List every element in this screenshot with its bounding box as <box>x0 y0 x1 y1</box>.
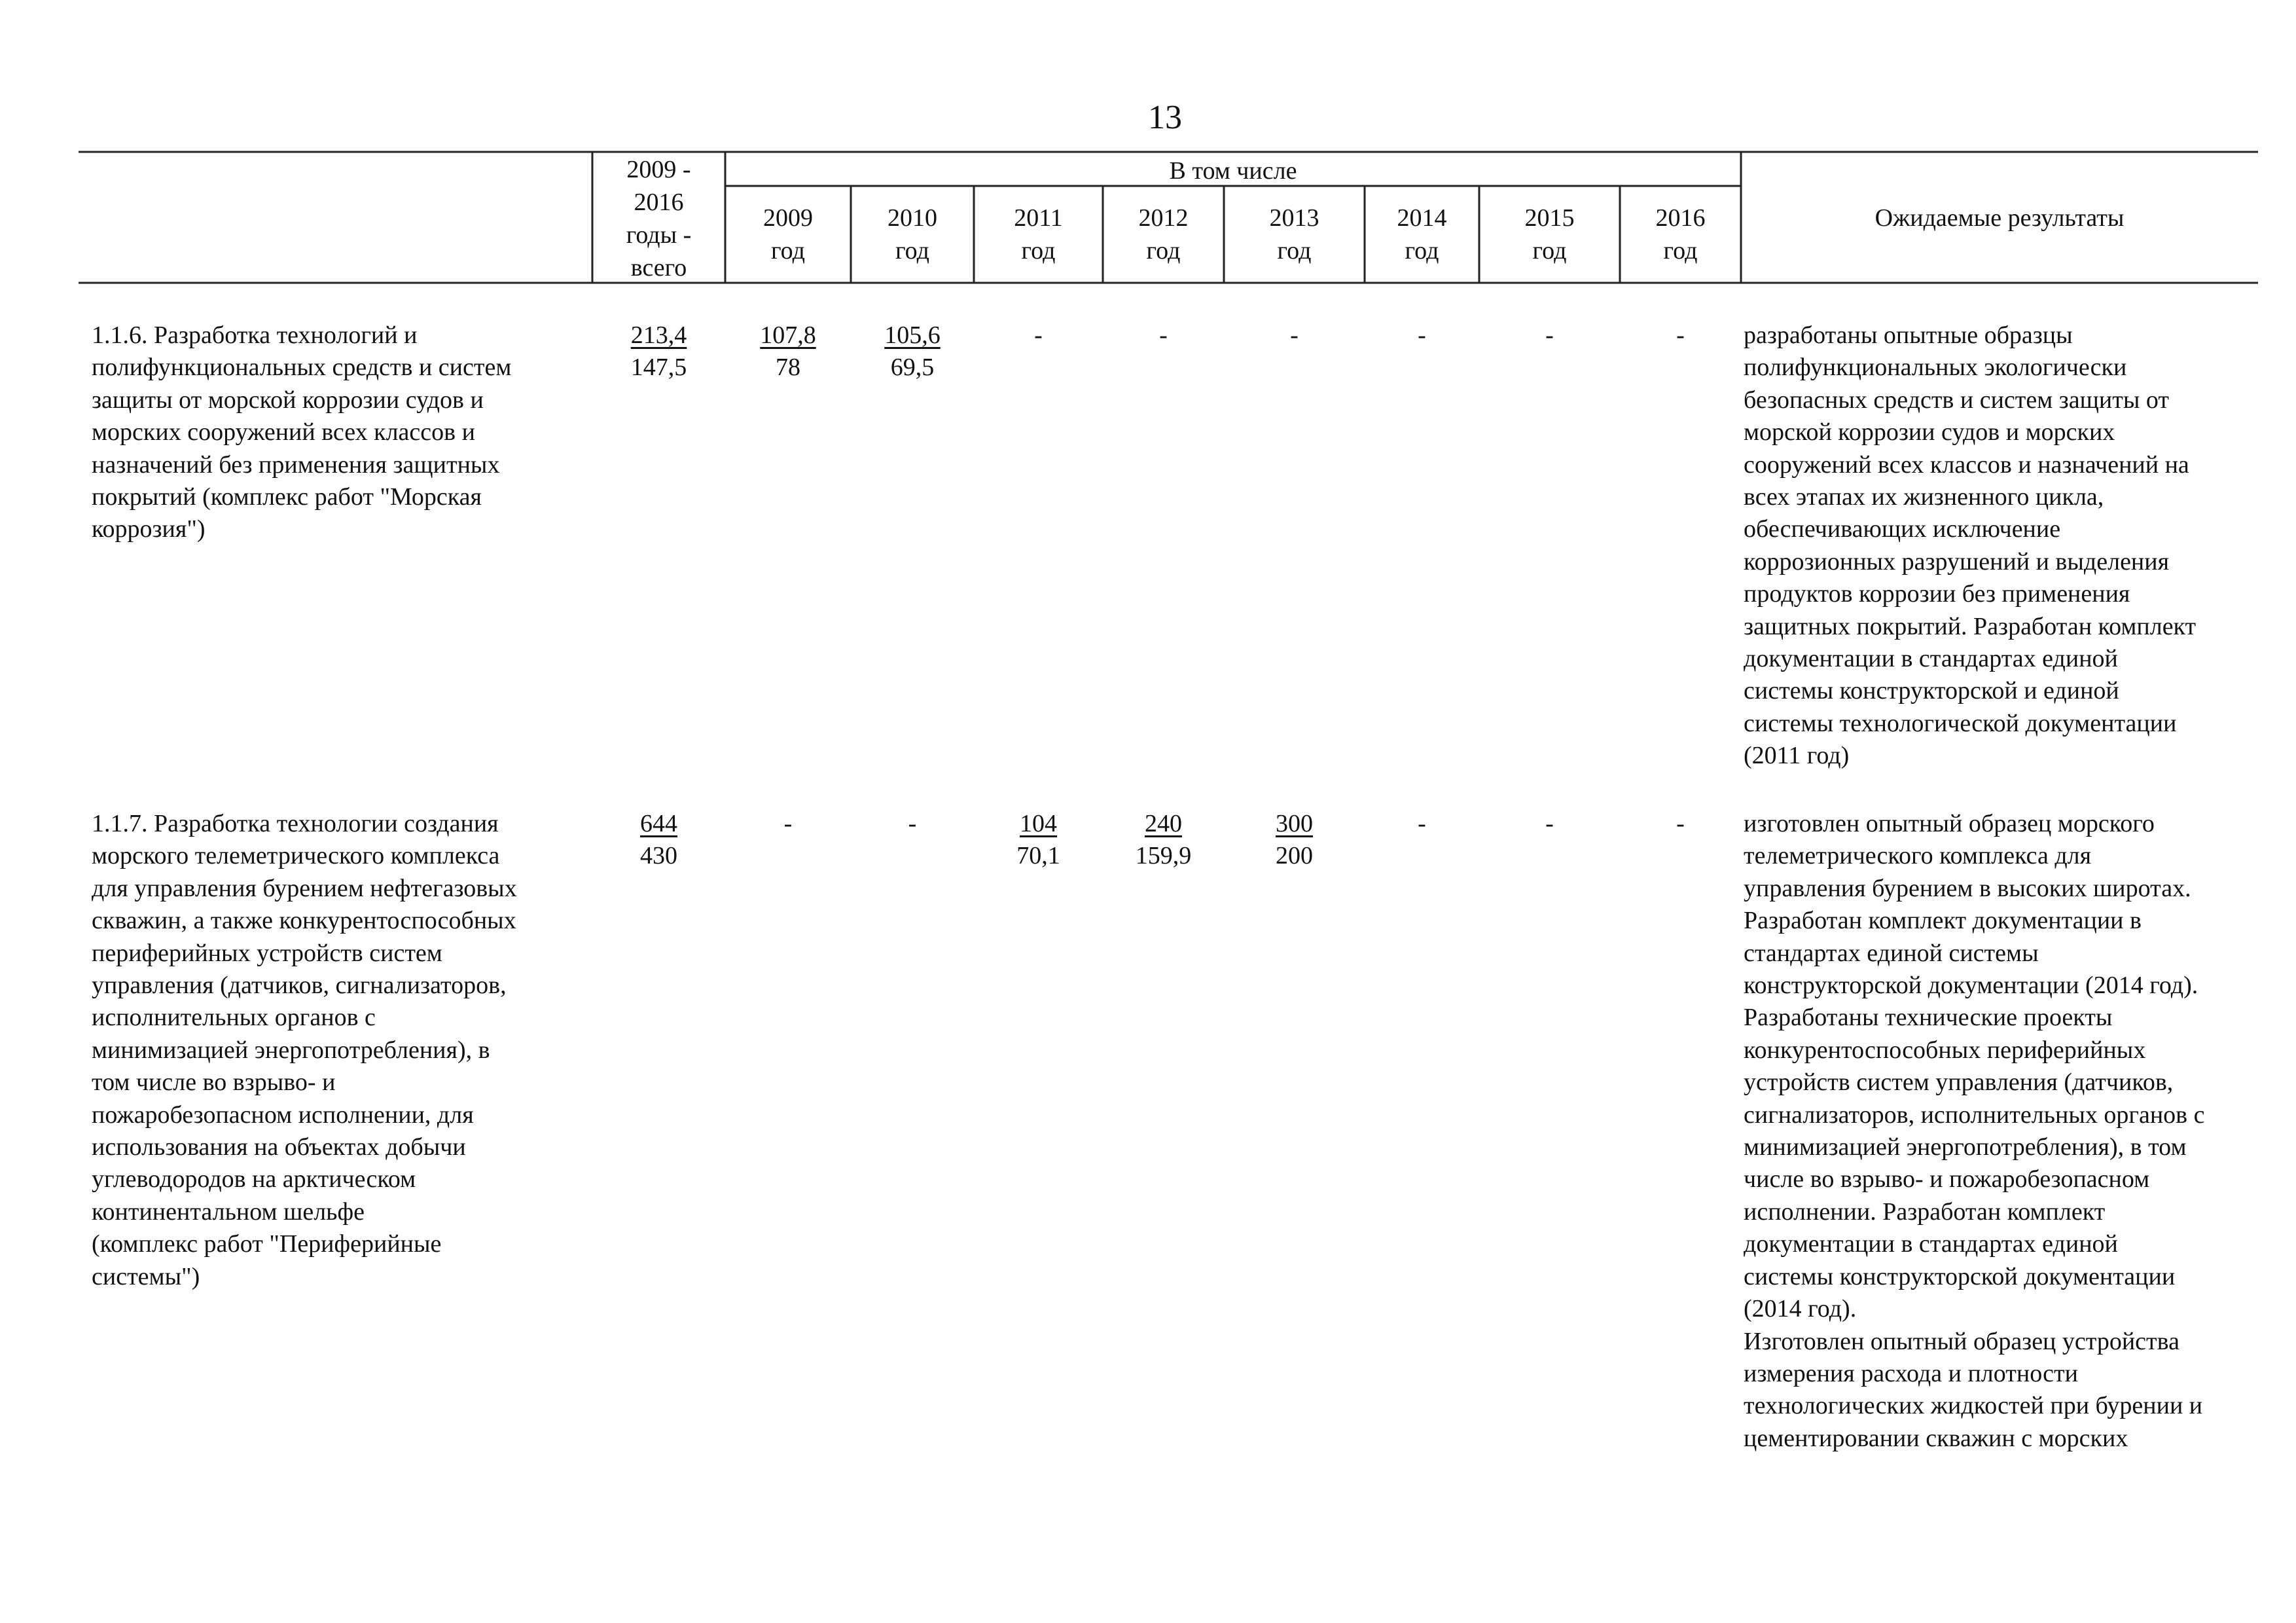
row-1-1-6-year-2009 <box>725 319 851 384</box>
value-budget: 430 <box>640 842 677 870</box>
header-year-2013: 2013 год <box>1269 204 1319 264</box>
value-dash: - <box>783 810 793 837</box>
value-budget: 159,9 <box>1135 842 1192 870</box>
row-1-1-6-result: разработаны опытные образцы полифункциональных экологически безопасных средств и систем защиты от морской коррозии судов и морских сооружений всех классов и назначений на всех этапах их жизненного цикла, обеспечивающих исключение коррозионных разрушений и выделения продуктов коррозии без применения защитных покрытий. Разработан комплект документации в стандартах единой системы конструкторской и единой системы технологической документации (2011 год) <box>1744 321 2197 770</box>
row-1-1-7-name: 1.1.7. Разработка технологии создания морского телеметрического комплекса для управления бурением нефтегазовых скважин, а также конкурентоспособных периферийных устройств систем управления (датчиков, сигнализаторов, исполнительных органов с минимизацией энергопотребления), в том числе во взрыво- и пожаробезопасном исполнении, для использования на объектах добычи углеводородов на арктическом континентальном шельфе (комплекс работ "Периферийные системы") <box>92 810 517 1290</box>
row-1-1-7-total <box>592 808 725 873</box>
value-dash: - <box>908 810 917 837</box>
value-dash: - <box>1545 321 1554 349</box>
header-results-column: Ожидаемые результаты <box>1874 204 2125 232</box>
value-dash: - <box>1290 321 1299 349</box>
value-dash: - <box>1034 321 1043 349</box>
row-1-1-7-year-2011 <box>974 808 1103 873</box>
row-1-1-7-year-2010 <box>851 808 974 840</box>
value-dash: - <box>1418 321 1426 349</box>
value-planned: 213,4 <box>630 321 687 349</box>
value-budget: 70,1 <box>1016 842 1060 870</box>
row-1-1-6-year-2015 <box>1479 319 1620 352</box>
value-budget: 69,5 <box>890 354 935 382</box>
header-year-2009: 2009 год <box>763 204 813 264</box>
row-1-1-7-year-2016 <box>1620 808 1741 840</box>
row-1-1-6-year-2016 <box>1620 319 1741 352</box>
value-dash: - <box>1159 321 1168 349</box>
row-1-1-7-result: изготовлен опытный образец морского телеметрического комплекса для управления бурением в высоких широтах. Разработан комплект документации в стандартах единой системы конструкторской документации (2014 год). Разработаны технические проекты конкурентоспособных периферийных устройств систем управления (датчиков, сигнализаторов, исполнительных органов с минимизацией энергопотребления), в том числе во взрыво- и пожаробезопасном исполнении. Разработан комплект документации в стандартах единой системы конструкторской документации (2014 год). Изготовлен опытный образец устройства измерения расхода и плотности технологических жидкостей при бурении и цементировании скважин с морских <box>1744 810 2205 1452</box>
header-year-2014: 2014 год <box>1397 204 1447 264</box>
header-group-label: В том числе <box>1169 157 1297 185</box>
header-year-2015: 2015 год <box>1524 204 1575 264</box>
value-dash: - <box>1418 810 1426 837</box>
row-1-1-6-year-2012 <box>1103 319 1224 352</box>
value-planned: 300 <box>1276 810 1313 837</box>
value-dash: - <box>1676 810 1685 837</box>
header-total-column: 2009 - 2016 годы - всего <box>626 156 692 282</box>
row-1-1-7-year-2012 <box>1103 808 1224 873</box>
row-1-1-7-year-2013 <box>1224 808 1365 873</box>
row-1-1-6-year-2011 <box>974 319 1103 352</box>
page-number: 13 <box>1148 99 1182 136</box>
value-planned: 240 <box>1145 810 1182 837</box>
value-planned: 644 <box>640 810 677 837</box>
value-dash: - <box>1545 810 1554 837</box>
row-1-1-7-year-2014 <box>1365 808 1479 840</box>
row-1-1-6-name: 1.1.6. Разработка технологий и полифункциональных средств и систем защиты от морской коррозии судов и морских сооружений всех классов и назначений без применения защитных покрытий (комплекс работ "Морская коррозия") <box>92 321 512 543</box>
header-year-2012: 2012 год <box>1138 204 1189 264</box>
value-planned: 107,8 <box>760 321 816 349</box>
value-budget: 147,5 <box>630 354 687 382</box>
row-1-1-6-year-2014 <box>1365 319 1479 352</box>
row-1-1-6-total <box>592 319 725 384</box>
value-dash: - <box>1676 321 1685 349</box>
header-year-2011: 2011 год <box>1014 204 1063 264</box>
row-1-1-6-year-2013 <box>1224 319 1365 352</box>
row-1-1-6-year-2010 <box>851 319 974 384</box>
header-year-2016: 2016 год <box>1655 204 1706 264</box>
value-planned: 104 <box>1020 810 1057 837</box>
row-1-1-7-year-2009 <box>725 808 851 840</box>
value-budget: 200 <box>1276 842 1313 870</box>
value-budget: 78 <box>776 354 800 382</box>
row-1-1-7-year-2015 <box>1479 808 1620 840</box>
header-year-2010: 2010 год <box>888 204 937 264</box>
value-planned: 105,6 <box>884 321 941 349</box>
